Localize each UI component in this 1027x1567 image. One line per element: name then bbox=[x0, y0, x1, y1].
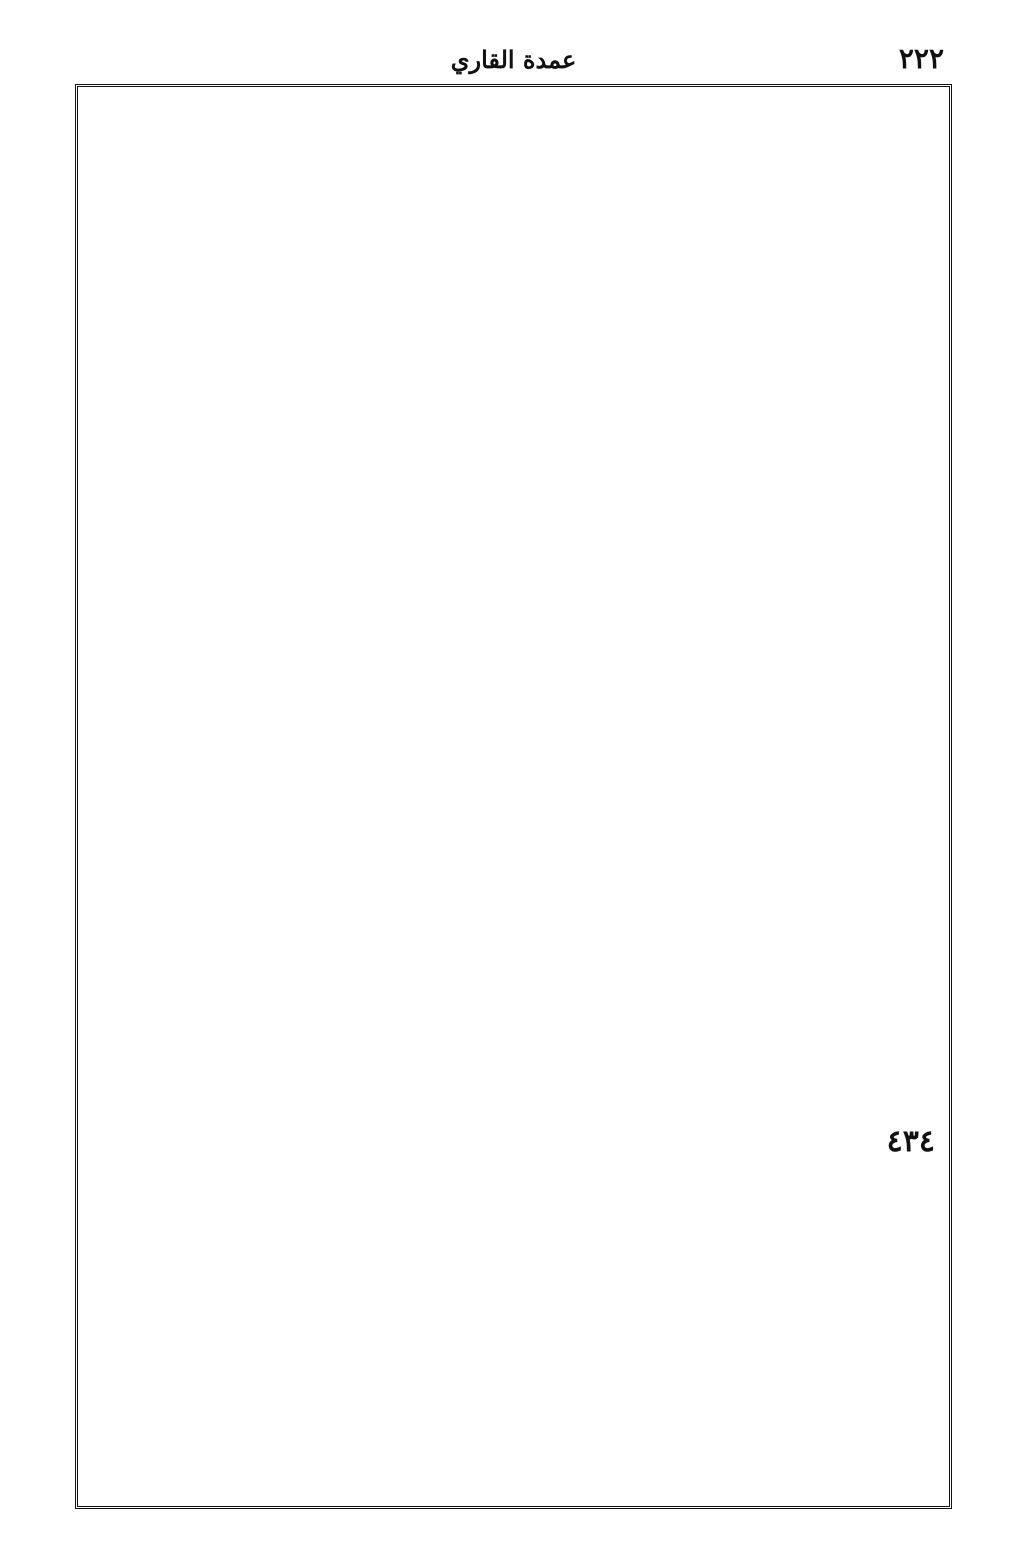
page-number: ٢٢٢ bbox=[898, 42, 944, 75]
commentary-line bbox=[92, 969, 935, 1005]
commentary-line bbox=[92, 1398, 935, 1434]
hadith-line bbox=[92, 1166, 935, 1212]
commentary-line bbox=[92, 393, 935, 429]
hadith-line bbox=[92, 1258, 935, 1304]
commentary-line bbox=[92, 537, 935, 573]
commentary-line bbox=[92, 789, 935, 825]
page-frame bbox=[75, 84, 952, 1509]
commentary-line bbox=[92, 177, 935, 213]
commentary-line bbox=[92, 501, 935, 537]
commentary-section-1 bbox=[92, 105, 935, 1113]
commentary-line bbox=[92, 357, 935, 393]
commentary-line bbox=[92, 213, 935, 249]
commentary-line bbox=[92, 1362, 935, 1398]
commentary-line bbox=[92, 753, 935, 789]
commentary-line bbox=[92, 573, 935, 609]
hadith-line bbox=[92, 1304, 935, 1350]
commentary-line bbox=[92, 429, 935, 465]
commentary-line bbox=[92, 897, 935, 933]
commentary-line bbox=[92, 681, 935, 717]
commentary-section-2 bbox=[92, 1362, 935, 1509]
commentary-line bbox=[92, 609, 935, 645]
commentary-line bbox=[92, 1470, 935, 1506]
commentary-line bbox=[92, 141, 935, 177]
commentary-line bbox=[92, 861, 935, 897]
commentary-line bbox=[92, 1005, 935, 1041]
commentary-line bbox=[92, 645, 935, 681]
book-title: عمدة القاري bbox=[450, 44, 577, 74]
commentary-line bbox=[92, 249, 935, 285]
hadith-section bbox=[92, 1119, 935, 1350]
commentary-line bbox=[92, 1434, 935, 1470]
page-header bbox=[75, 38, 952, 80]
commentary-line bbox=[92, 285, 935, 321]
commentary-line bbox=[92, 717, 935, 753]
hadith-number: ٤٣٤ bbox=[886, 1124, 935, 1159]
commentary-line bbox=[92, 465, 935, 501]
commentary-line bbox=[92, 105, 935, 141]
commentary-line bbox=[92, 933, 935, 969]
commentary-line bbox=[92, 1077, 935, 1113]
commentary-line bbox=[92, 1506, 935, 1509]
commentary-line bbox=[92, 321, 935, 357]
commentary-line bbox=[92, 1041, 935, 1077]
commentary-line bbox=[92, 825, 935, 861]
hadith-line bbox=[92, 1212, 935, 1258]
